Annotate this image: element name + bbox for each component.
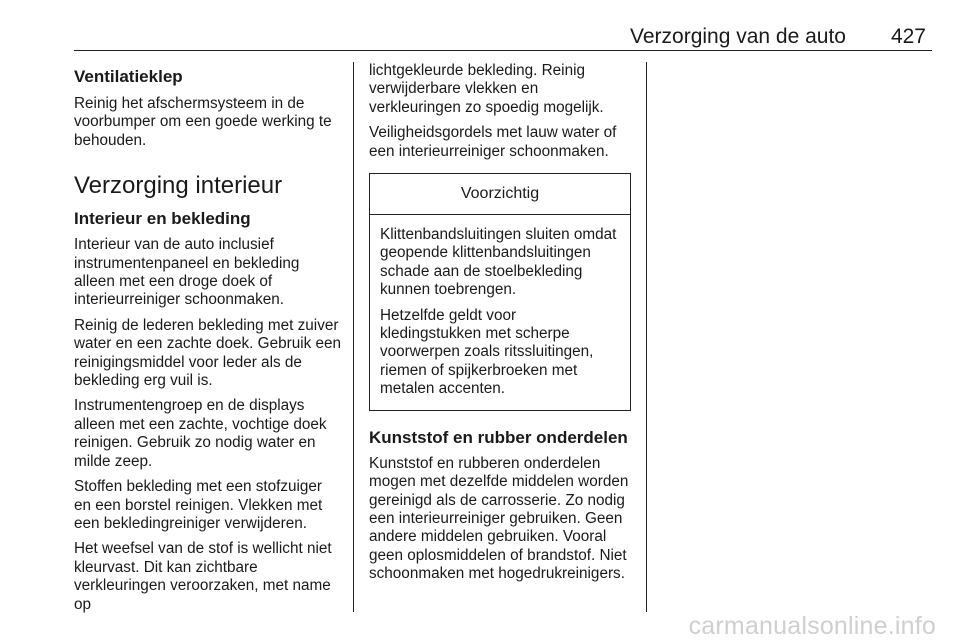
watermark: carmanualsonline.info [688, 612, 936, 640]
caution-box [369, 173, 631, 411]
page-header [74, 26, 932, 51]
paragraph: Veiligheidsgordels met lauw water of een interieurreiniger schoonmaken. [369, 124, 617, 160]
right-column [369, 62, 633, 591]
caution-title: Voorzichtig [370, 174, 630, 215]
paragraph: Het weefsel van de stof is wellicht niet kleurvast. Dit kan zichtbare verkleuringen veroorzaken, met name op [74, 540, 332, 613]
header-title: Verzorging van de auto [630, 25, 846, 48]
left-column [74, 62, 342, 621]
column-divider-right [646, 62, 647, 612]
caution-paragraph: Hetzelfde geldt voor kledingstukken met scherpe voorwerpen zoals ritssluitingen, riemen of spijkerbroeken met metalen accenten. [380, 306, 594, 398]
paragraph: Reinig de lederen bekleding met zuiver water en een zachte doek. Gebruik een reinigingsmiddel voor leder als de bekleding erg vuil is. [74, 316, 342, 390]
column-divider-left [353, 62, 354, 612]
ventilatieklep-text: Reinig het afschermsysteem in de voorbumper om een goede werking te behouden. [74, 95, 332, 149]
subsection-heading: Interieur en bekleding [74, 209, 251, 229]
caution-body [370, 215, 630, 410]
paragraph: lichtgekleurde bekleding. Reinig verwijderbare vlekken en verkleuringen zo spoedig mogelijk. [369, 62, 604, 116]
section-heading: Verzorging interieur [74, 172, 283, 200]
page-number: 427 [890, 25, 926, 48]
paragraph: Instrumentengroep en de displays alleen met een zachte, vochtige doek reinigen. Gebruik zo nodig water en milde zeep. [74, 397, 327, 470]
ventilatieklep-heading: Ventilatieklep [74, 67, 183, 86]
plastic-text: Kunststof en rubberen onderdelen mogen met dezelfde middelen worden gereinigd als de carrosserie. Zo nodig een interieurreiniger gebruiken. Geen andere middelen gebruiken. Vooral geen oplosmiddelen of brandstof. Niet schoonmaken met hogedrukreinigers. [369, 454, 629, 583]
paragraph: Stoffen bekleding met een stofzuiger en een borstel reinigen. Vlekken met een bekledingreiniger verwijderen. [74, 478, 323, 532]
caution-paragraph: Klittenbandsluitingen sluiten omdat geopende klittenbandsluitingen schade aan de stoelbekleding kunnen toebrengen. [380, 226, 617, 299]
paragraph: Interieur van de auto inclusief instrumentenpaneel en bekleding alleen met een droge doek of interieurreiniger schoonmaken. [74, 236, 300, 309]
plastic-heading: Kunststof en rubber onderdelen [369, 427, 628, 447]
